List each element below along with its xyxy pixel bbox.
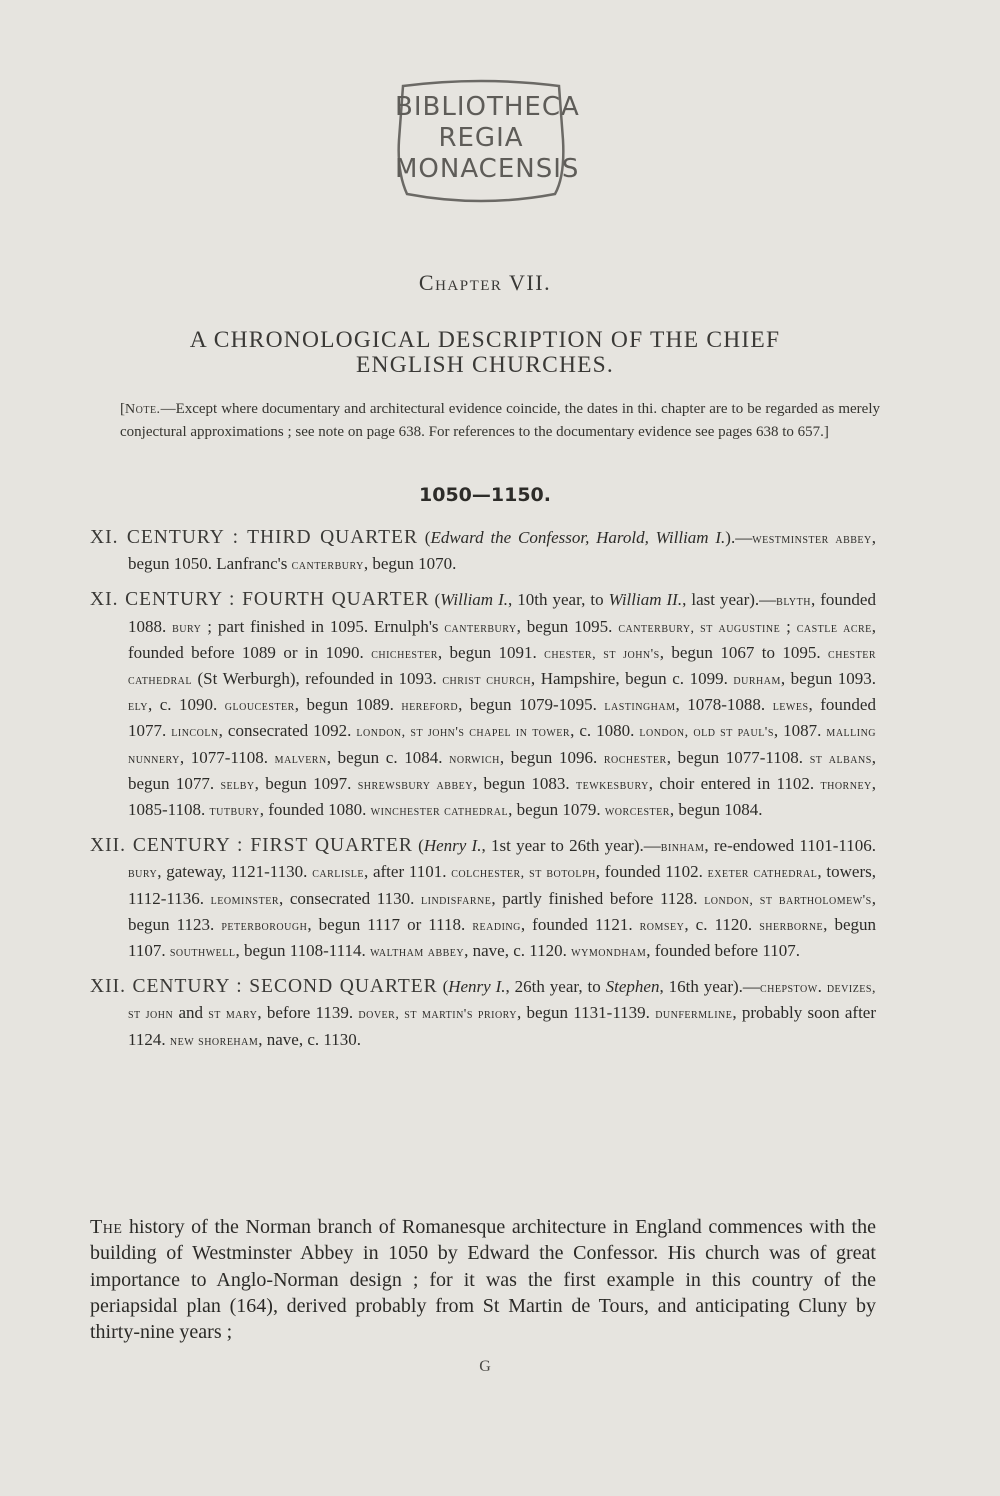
church-name: selby: [220, 777, 255, 793]
church-name: westminster abbey: [752, 532, 872, 547]
entry-text: and: [173, 1003, 209, 1023]
church-name: canterbury: [291, 558, 364, 574]
church-name: lindisfarne: [421, 892, 492, 908]
chronology-entry: XI. CENTURY : FOURTH QUARTER (William I., 10th year, to William II., last year).—blyth, founded 1088. bury ; part finished in 1095. Ernulph's canterbury, begun 1095. canterbury, st augustine ; castle acre, founded before 1089 or in 1090. chichester, begun 1091. chester, st john's, begun 1067 to 1095. chester cathedral (St Werburgh), refounded in 1093. christ church, Hampshire, begun c. 1099. durham, begun 1093. ely, c. 1090. gloucester, begun 1089. hereford, begun 1079-1095. lastingham, 1078-1088. lewes, founded 1077. lincoln, consecrated 1092. london, st john's chapel in tower, c. 1080. london, old st paul's, 1087. malling nunnery, 1077-1108. malvern, begun c. 1084. norwich, begun 1096. rochester, begun 1077-1108. st albans, begun 1077. selby, begun 1097. shrewsbury abbey, begun 1083. tewkesbury, choir entered in 1102. thorney, 1085-1108. tutbury, founded 1080. winchester cathedral, begun 1079. worcester, begun 1084.: [90, 589, 877, 820]
entry-text: , begun 1091.: [437, 642, 545, 662]
church-name: peterborough: [221, 918, 308, 934]
church-name: hereford: [401, 699, 459, 715]
entry-text: (St Werburgh), refounded in 1093.: [191, 669, 443, 689]
entry-text: , begun 1077-1108.: [666, 747, 810, 767]
church-name: gloucester: [224, 699, 295, 715]
paragraph-text: history of the Norman branch of Romanesque architecture in England commences with the building of Westminster Abbey in 1050 by Edward the Confessor. His church was of great importance to Anglo-Norman design ; for it was the first example in this country of the periapsidal plan (164), derived probably from St Martin de Tours, and anticipating Cluny by thirty-nine years ;: [90, 1216, 876, 1344]
church-name: shrewsbury abbey: [357, 777, 473, 793]
entry-text: , begun 1096.: [499, 747, 604, 767]
chronology-list: [90, 526, 876, 1064]
entry-text: , begun 1089.: [294, 695, 402, 715]
entry-reign: [448, 977, 733, 996]
entry-text: , before 1139.: [257, 1003, 359, 1023]
chronology-entry: XI. CENTURY : THIRD QUARTER (Edward the Confessor, Harold, William I.).—westminster abbey, begun 1050. Lanfranc's canterbury, begun 1070.: [90, 527, 876, 574]
entry-text: , last year: [682, 590, 750, 610]
church-name: exeter cathedral: [707, 866, 818, 882]
church-name: leominster: [210, 892, 279, 908]
entry-text: , re-endowed 1101-1106.: [704, 836, 877, 856]
entry-text: , begun 1083.: [472, 773, 577, 793]
body-paragraph: [90, 1214, 876, 1345]
entry-heading: XII. CENTURY : SECOND QUARTER: [90, 976, 438, 998]
entry-text: , c. 1120.: [684, 914, 760, 934]
entry-heading: XII. CENTURY : FIRST QUARTER: [90, 835, 413, 857]
church-name: reading: [472, 918, 521, 934]
church-name: chichester: [371, 646, 438, 662]
church-name: st mary: [208, 1007, 258, 1023]
entry-text: , nave, c. 1130.: [258, 1029, 362, 1049]
entry-text: , begun 1084.: [669, 800, 763, 820]
entry-heading: XI. CENTURY : THIRD QUARTER: [90, 527, 418, 548]
church-name: dunfermline: [655, 1007, 733, 1023]
church-name: tutbury: [209, 804, 260, 820]
church-name: st albans: [809, 751, 872, 767]
church-name: southwell: [169, 945, 236, 961]
entry-text: , begun 1131-1139.: [517, 1003, 656, 1023]
church-name: winchester cathedral: [370, 804, 509, 820]
entry-text: , begun 1067 to 1095.: [659, 642, 829, 662]
church-name: bury: [172, 620, 202, 636]
entry-text: , begun 1079.: [508, 800, 605, 820]
entry-text: ; part finished in 1095. Ernulph's: [201, 616, 445, 636]
entry-text: , begun 1107.: [128, 914, 877, 961]
church-name: chester, st john's: [544, 646, 660, 662]
entry-text: , founded 1080.: [259, 800, 371, 820]
reign-name: Henry I.: [423, 836, 482, 856]
signature-mark: G: [479, 1358, 491, 1375]
entry-text: , consecrated 1092.: [218, 721, 357, 741]
church-name: lewes: [772, 699, 809, 715]
church-name: sherborne: [759, 918, 824, 934]
entry-text: , 1st year to 26th year: [481, 836, 634, 856]
entry-text: , c. 1080.: [570, 721, 640, 741]
entry-text: , founded before 1107.: [646, 941, 800, 961]
entry-text: , consecrated 1130.: [279, 888, 421, 908]
church-name: canterbury: [444, 620, 517, 636]
stamp-line: BIBLIOTHECA: [395, 92, 580, 122]
editorial-note: [120, 398, 880, 443]
entry-text: , begun 1050. Lanfranc's: [128, 528, 876, 574]
church-name: ely: [128, 699, 148, 715]
entry-text: , nave, c. 1120.: [464, 941, 572, 961]
entry-text: , begun 1097.: [254, 773, 358, 793]
church-name: malvern: [274, 751, 327, 767]
period-heading: 1050—1150.: [419, 484, 551, 506]
church-name: binham: [660, 840, 705, 856]
entry-reign: Edward the Confessor, Harold, William I.: [430, 528, 726, 547]
church-name: carlisle: [312, 866, 364, 882]
chapter-title: [120, 328, 850, 378]
church-name: castle acre: [796, 620, 872, 636]
entry-reign: [424, 836, 634, 855]
entry-text: , gateway, 1121-1130.: [157, 862, 313, 882]
entry-text: , founded 1088.: [128, 590, 876, 636]
entry-text: , begun 1093.: [780, 669, 877, 689]
entry-text: , begun 1070.: [363, 554, 457, 574]
entry-text: , founded 1102.: [595, 862, 708, 882]
entry-text: , founded before 1089 or in 1090.: [128, 616, 877, 662]
church-name: dover, st martin's priory: [358, 1007, 518, 1023]
entry-text: , begun 1123.: [128, 888, 876, 934]
entry-text: , 1087.: [773, 721, 827, 741]
stamp-line: REGIA: [438, 123, 524, 153]
paragraph-opening: The: [90, 1216, 123, 1238]
chronology-entry: XII. CENTURY : SECOND QUARTER (Henry I., 26th year, to Stephen, 16th year).—chepstow. devizes, st john and st mary, before 1139. dover, st martin's priory, begun 1131-1139. dunfermline, probably soon after 1124. new shoreham, nave, c. 1130.: [90, 976, 877, 1049]
stamp-text: [395, 92, 580, 185]
entry-text: , begun 1108-1114.: [235, 941, 371, 961]
church-name: malling nunnery: [128, 725, 877, 767]
church-name: devizes, st john: [128, 981, 876, 1023]
church-name: london, st john's chapel in tower: [356, 725, 571, 741]
entry-text: .: [817, 977, 827, 997]
entry-text: , begun 1077.: [128, 747, 877, 793]
entry-text: , begun 1095.: [516, 616, 619, 636]
church-name: chepstow: [759, 981, 818, 997]
church-name: colchester, st botolph: [451, 866, 596, 882]
entry-text: , probably soon after 1124.: [128, 1003, 877, 1049]
entry-text: , towers, 1112-1136.: [128, 862, 876, 908]
entry-text: , begun 1117 or 1118.: [307, 914, 473, 934]
church-name: lincoln: [171, 725, 219, 741]
stamp-line: MONACENSIS: [395, 154, 580, 184]
church-name: romsey: [639, 918, 685, 934]
church-name: worcester: [604, 804, 670, 820]
church-name: christ church: [442, 673, 531, 689]
note-text: —Except where documentary and architectural evidence coincide, the dates in thi. chapter are to be regarded as merely conjectural approximations ; see note on page 638. For references to the documentary evidence see pages 638 to 657.]: [120, 401, 880, 440]
entry-text: , c. 1090.: [147, 695, 225, 715]
reign-name: William II.: [608, 590, 683, 610]
entry-heading: XI. CENTURY : FOURTH QUARTER: [90, 589, 430, 611]
chapter-heading: Chapter VII.: [418, 270, 552, 295]
chronology-entry: XII. CENTURY : FIRST QUARTER (Henry I., 1st year to 26th year).—binham, re-endowed 1101-1106. bury, gateway, 1121-1130. carlisle, after 1101. colchester, st botolph, founded 1102. exeter cathedral, towers, 1112-1136. leominster, consecrated 1130. lindisfarne, partly finished before 1128. london, st bartholomew's, begun 1123. peterborough, begun 1117 or 1118. reading, founded 1121. romsey, c. 1120. sherborne, begun 1107. southwell, begun 1108-1114. waltham abbey, nave, c. 1120. wymondham, founded before 1107.: [90, 835, 877, 961]
entry-text: , after 1101.: [363, 862, 452, 882]
church-name: durham: [733, 673, 781, 689]
church-name: tewkesbury: [576, 777, 649, 793]
reign-name: William I.: [440, 590, 508, 610]
church-name: london, st bartholomew's: [704, 892, 872, 908]
church-name: blyth: [776, 594, 811, 610]
entry-text: , 16th year: [659, 977, 734, 997]
church-name: chester cathedral: [128, 646, 876, 689]
entry-text: , begun 1079-1095.: [458, 695, 605, 715]
church-name: thorney: [820, 777, 872, 793]
church-name: lastingham: [604, 699, 676, 715]
note-bracket: [: [120, 401, 125, 417]
note-label: Note.: [125, 402, 161, 417]
entry-text: , 1085-1108.: [128, 773, 877, 820]
title-line: A CHRONOLOGICAL DESCRIPTION OF THE CHIEF: [189, 327, 781, 353]
title-line: ENGLISH CHURCHES.: [355, 352, 615, 378]
reign-name: Stephen: [605, 977, 660, 997]
church-name: bury: [128, 866, 158, 882]
entry-text: , choir entered in 1102.: [648, 773, 821, 793]
church-name: wymondham: [571, 945, 647, 961]
entry-text: , begun c. 1084.: [326, 747, 450, 767]
entry-text: , 26th year, to: [505, 977, 606, 997]
library-stamp: [395, 76, 580, 204]
entry-reign: [440, 590, 749, 609]
entry-text: ;: [780, 616, 797, 636]
church-name: new shoreham: [169, 1033, 259, 1049]
church-name: rochester: [603, 751, 667, 767]
reign-name: Henry I.: [448, 977, 506, 997]
church-name: canterbury, st augustine: [618, 620, 781, 636]
entry-text: , partly finished before 1128.: [491, 888, 705, 908]
entry-text: , 10th year, to: [508, 590, 609, 610]
entry-text: , Hampshire, begun c. 1099.: [530, 669, 734, 689]
entry-text: , founded 1121.: [520, 914, 640, 934]
church-name: london, old st paul's: [639, 725, 774, 741]
entry-text: , founded 1077.: [128, 695, 876, 741]
entry-text: , 1077-1108.: [179, 747, 275, 767]
church-name: waltham abbey: [370, 945, 465, 961]
church-name: norwich: [449, 751, 500, 767]
entry-text: , 1078-1088.: [675, 695, 773, 715]
